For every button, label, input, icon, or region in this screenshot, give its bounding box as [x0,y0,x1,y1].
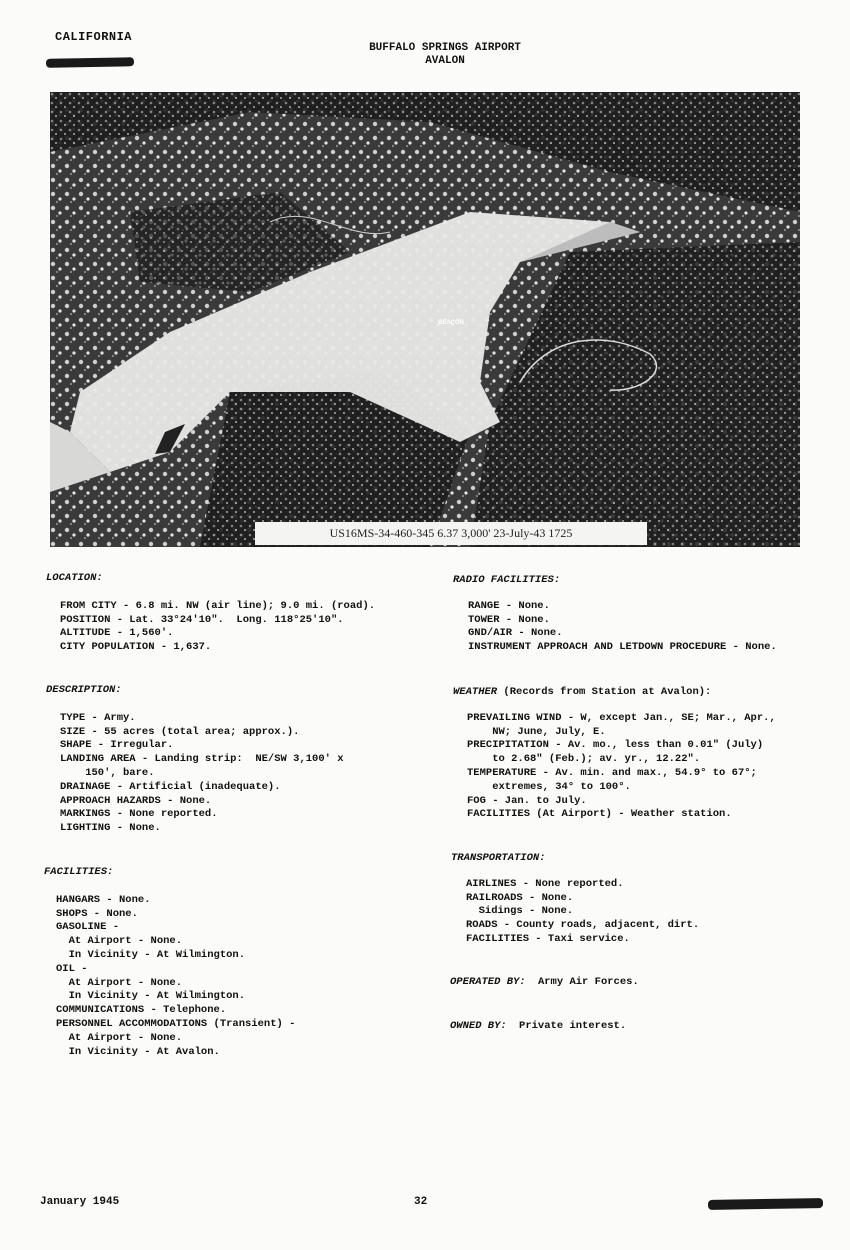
operated-by [450,976,639,990]
weather-line: NW; June, July, E. [467,725,606,738]
description-heading: DESCRIPTION: [46,684,122,696]
description-line: TYPE - Army. [60,711,136,724]
facilities-line: GASOLINE - [56,921,120,934]
weather-line: to 2.68" (Feb.); av. yr., 12.22". [467,753,701,766]
weather-line: PREVAILING WIND - W, except Jan., SE; Mar., Apr., [467,711,776,724]
state-heading: CALIFORNIA [55,30,133,44]
footer-redaction-mark [708,1198,823,1210]
description-line: DRAINAGE - Artificial (inadequate). [60,780,281,793]
transportation-line: RAILROADS - None. [466,891,574,904]
facilities-line: At Airport - None. [56,935,183,948]
facilities-line: HANGARS - None. [56,893,151,906]
radio-line: INSTRUMENT APPROACH AND LETDOWN PROCEDURE - None. [468,641,777,654]
weather-section [453,686,776,822]
page-number: 32 [414,1196,428,1208]
radio-line: RANGE - None. [468,599,550,612]
owned-by-value: Private interest. [519,1020,627,1032]
transportation-line: AIRLINES - None reported. [466,877,624,890]
airport-title-line2: AVALON [425,55,465,67]
facilities-line: OIL - [56,962,88,975]
facilities-heading: FACILITIES: [44,866,114,878]
location-heading: LOCATION: [46,572,103,584]
weather-line: FOG - Jan. to July. [467,794,587,807]
transportation-heading: TRANSPORTATION: [451,852,546,864]
transportation-line: FACILITIES - Taxi service. [466,932,630,945]
aerial-photograph [50,92,800,547]
weather-line: extremes, 34° to 100°. [467,780,631,793]
weather-line: TEMPERATURE - Av. min. and max., 54.9° to 67°; [467,766,757,779]
facilities-line: At Airport - None. [56,1031,183,1044]
description-line: SIZE - 55 acres (total area; approx.). [60,725,300,738]
description-line: LANDING AREA - Landing strip: NE/SW 3,100' x [60,753,344,766]
transportation-section [451,852,699,947]
description-section [46,684,344,836]
owned-by-label: OWNED BY: [450,1020,507,1032]
operated-by-label: OPERATED BY: [450,976,526,988]
weather-line: FACILITIES (At Airport) - Weather station. [467,808,732,821]
beacon-label: BEACON [438,320,465,326]
description-line: APPROACH HAZARDS - None. [60,794,212,807]
description-line: 150', bare. [60,766,155,779]
radio-section [453,574,777,655]
location-section [46,572,375,655]
redaction-mark [46,57,134,68]
description-line: SHAPE - Irregular. [60,739,174,752]
description-line: MARKINGS - None reported. [60,808,218,821]
facilities-line: In Vicinity - At Wilmington. [56,948,246,961]
facilities-line: At Airport - None. [56,976,183,989]
operated-by-value: Army Air Forces. [537,976,639,988]
facilities-line: In Vicinity - At Avalon. [56,1045,220,1058]
location-line: POSITION - Lat. 33°24'10". Long. 118°25'10". [60,613,344,626]
photo-caption: US16MS-34-460-345 6.37 3,000' 23-July-43 1725 [255,522,647,545]
aerial-photo-drawing [50,92,800,547]
radio-line: TOWER - None. [468,613,550,626]
facilities-section [44,866,295,1059]
radio-line: GND/AIR - None. [468,627,563,640]
owned-by [450,1020,626,1034]
location-line: CITY POPULATION - 1,637. [60,641,212,654]
airport-title-line1: BUFFALO SPRINGS AIRPORT [369,42,521,54]
weather-heading: WEATHER [453,686,498,698]
weather-subheading: (Records from Station at Avalon): [497,686,712,698]
facilities-line: COMMUNICATIONS - Telephone. [56,1004,227,1017]
facilities-line: SHOPS - None. [56,907,138,920]
facilities-line: PERSONNEL ACCOMMODATIONS (Transient) - [56,1017,296,1030]
footer-date: January 1945 [40,1196,120,1208]
transportation-line: ROADS - County roads, adjacent, dirt. [466,919,700,932]
facilities-line: In Vicinity - At Wilmington. [56,990,246,1003]
radio-heading: RADIO FACILITIES: [453,574,561,586]
location-line: FROM CITY - 6.8 mi. NW (air line); 9.0 mi. (road). [60,599,376,612]
location-line: ALTITUDE - 1,560'. [60,627,174,640]
description-line: LIGHTING - None. [60,822,161,835]
weather-line: PRECIPITATION - Av. mo., less than 0.01" (July) [467,739,764,752]
transportation-line: Sidings - None. [466,905,574,918]
